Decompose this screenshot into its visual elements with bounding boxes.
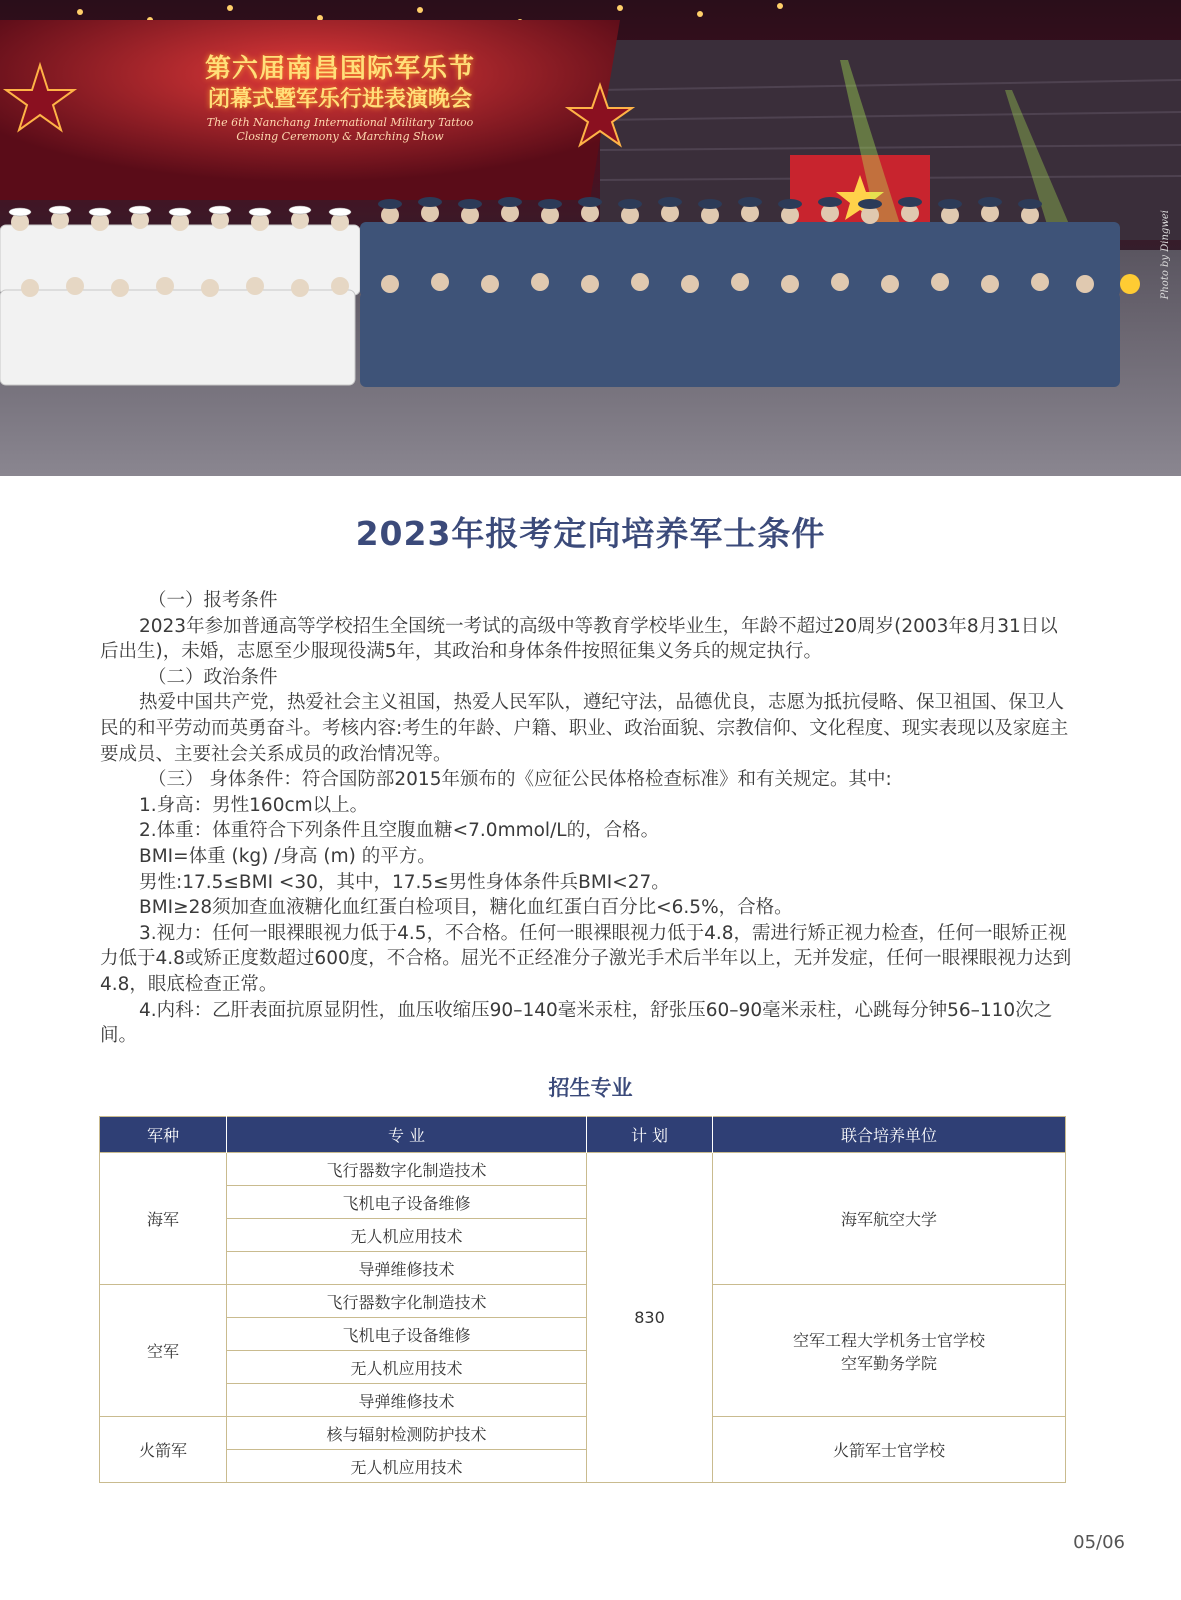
unit-name: 海军航空大学 bbox=[840, 1210, 937, 1229]
major-cell: 核与辐射检测防护技术 bbox=[227, 1417, 587, 1450]
paragraph: 男性:17.5≤BMI <30，其中，17.5≤男性身体条件兵BMI<27。 bbox=[139, 871, 670, 893]
major-cell: 飞机电子设备维修 bbox=[227, 1318, 587, 1351]
major-cell: 无人机应用技术 bbox=[227, 1351, 587, 1384]
unit-cell bbox=[713, 1285, 1066, 1417]
paragraph: 2.体重：体重符合下列条件且空腹血糖<7.0mmol/L的，合格。 bbox=[139, 820, 660, 842]
paragraph: 2023年参加普通高等学校招生全国统一考试的高级中等教育学校毕业生，年龄不超过20周岁(2003年8月31日以后出生)，未婚，志愿至少服现役满5年，其政治和身体条件按照征集义务兵的规定执行。 bbox=[100, 615, 1058, 663]
header-major: 专 业 bbox=[227, 1117, 587, 1153]
major-cell: 飞行器数字化制造技术 bbox=[227, 1153, 587, 1186]
header-branch: 军种 bbox=[100, 1117, 227, 1153]
major-cell: 导弹维修技术 bbox=[227, 1252, 587, 1285]
paragraph: 热爱中国共产党，热爱社会主义祖国，热爱人民军队，遵纪守法，品德优良，志愿为抵抗侵略、保卫祖国、保卫人民的和平劳动而英勇奋斗。考核内容:考生的年龄、户籍、职业、政治面貌、宗教信仰、文化程度、现实表现以及家庭主要成员、主要社会关系成员的政治情况等。 bbox=[100, 692, 1069, 765]
unit-cell bbox=[713, 1153, 1066, 1285]
major-cell: 导弹维修技术 bbox=[227, 1384, 587, 1417]
paragraph: BMI≥28须加查血液糖化血红蛋白检项目，糖化血红蛋白百分比<6.5%，合格。 bbox=[139, 897, 793, 919]
major-cell: 无人机应用技术 bbox=[227, 1450, 587, 1483]
group-photo bbox=[0, 0, 1181, 476]
unit-name: 火箭军士官学校 bbox=[832, 1441, 945, 1460]
header-unit: 联合培养单位 bbox=[713, 1117, 1066, 1153]
section-heading: （三） 身体条件：符合国防部2015年颁布的《应征公民体格检查标准》和有关规定。其中: bbox=[148, 769, 892, 791]
photo-credit: Photo by Dingwei bbox=[1160, 210, 1171, 300]
photo-illustration bbox=[0, 0, 1181, 476]
paragraph: BMI=体重 (kg) /身高 (m) 的平方。 bbox=[139, 845, 436, 867]
requirements-text bbox=[100, 588, 1072, 1049]
table-row bbox=[100, 1285, 1066, 1318]
page-title: 2023年报考定向培养军士条件 bbox=[355, 514, 826, 553]
page-number: 05/06 bbox=[1073, 1532, 1125, 1553]
major-cell: 飞行器数字化制造技术 bbox=[227, 1285, 587, 1318]
section-heading: （二）政治条件 bbox=[148, 666, 278, 688]
unit-name: 空军工程大学机务士官学校 bbox=[792, 1330, 985, 1350]
table-header-row bbox=[100, 1117, 1066, 1153]
branch-cell: 空军 bbox=[100, 1285, 227, 1417]
plan-cell: 830 bbox=[587, 1153, 713, 1483]
table-row bbox=[100, 1153, 1066, 1186]
major-cell: 无人机应用技术 bbox=[227, 1219, 587, 1252]
stage-title-line2: 闭幕式暨军乐行进表演晚会 bbox=[207, 86, 472, 112]
paragraph: 1.身高：男性160cm以上。 bbox=[139, 794, 369, 816]
stage-subtitle-line2: Closing Ceremony & Marching Show bbox=[236, 130, 444, 143]
stage-subtitle-line1: The 6th Nanchang International Military Tattoo bbox=[206, 116, 474, 129]
table-row bbox=[100, 1417, 1066, 1450]
stage-title-line1: 第六届南昌国际军乐节 bbox=[204, 54, 475, 84]
section-heading: （一）报考条件 bbox=[148, 590, 278, 611]
paragraph: 4.内科：乙肝表面抗原显阴性，血压收缩压90–140毫米汞柱，舒张压60–90毫米汞柱，心跳每分钟56–110次之间。 bbox=[100, 999, 1053, 1047]
major-cell: 飞机电子设备维修 bbox=[227, 1186, 587, 1219]
unit-name: 空军勤务学院 bbox=[840, 1353, 937, 1373]
table-title: 招生专业 bbox=[548, 1076, 633, 1100]
majors-table bbox=[99, 1116, 1066, 1483]
branch-cell: 海军 bbox=[100, 1153, 227, 1285]
branch-cell: 火箭军 bbox=[100, 1417, 227, 1483]
header-plan: 计 划 bbox=[587, 1117, 713, 1153]
unit-cell bbox=[713, 1417, 1066, 1483]
paragraph: 3.视力：任何一眼裸眼视力低于4.5，不合格。任何一眼裸眼视力低于4.8，需进行矫正视力检查，任何一眼矫正视力低于4.8或矫正度数超过600度，不合格。屈光不正经准分子激光手术后半年以上，无并发症，任何一眼裸眼视力达到4.8，眼底检查正常。 bbox=[100, 922, 1072, 995]
